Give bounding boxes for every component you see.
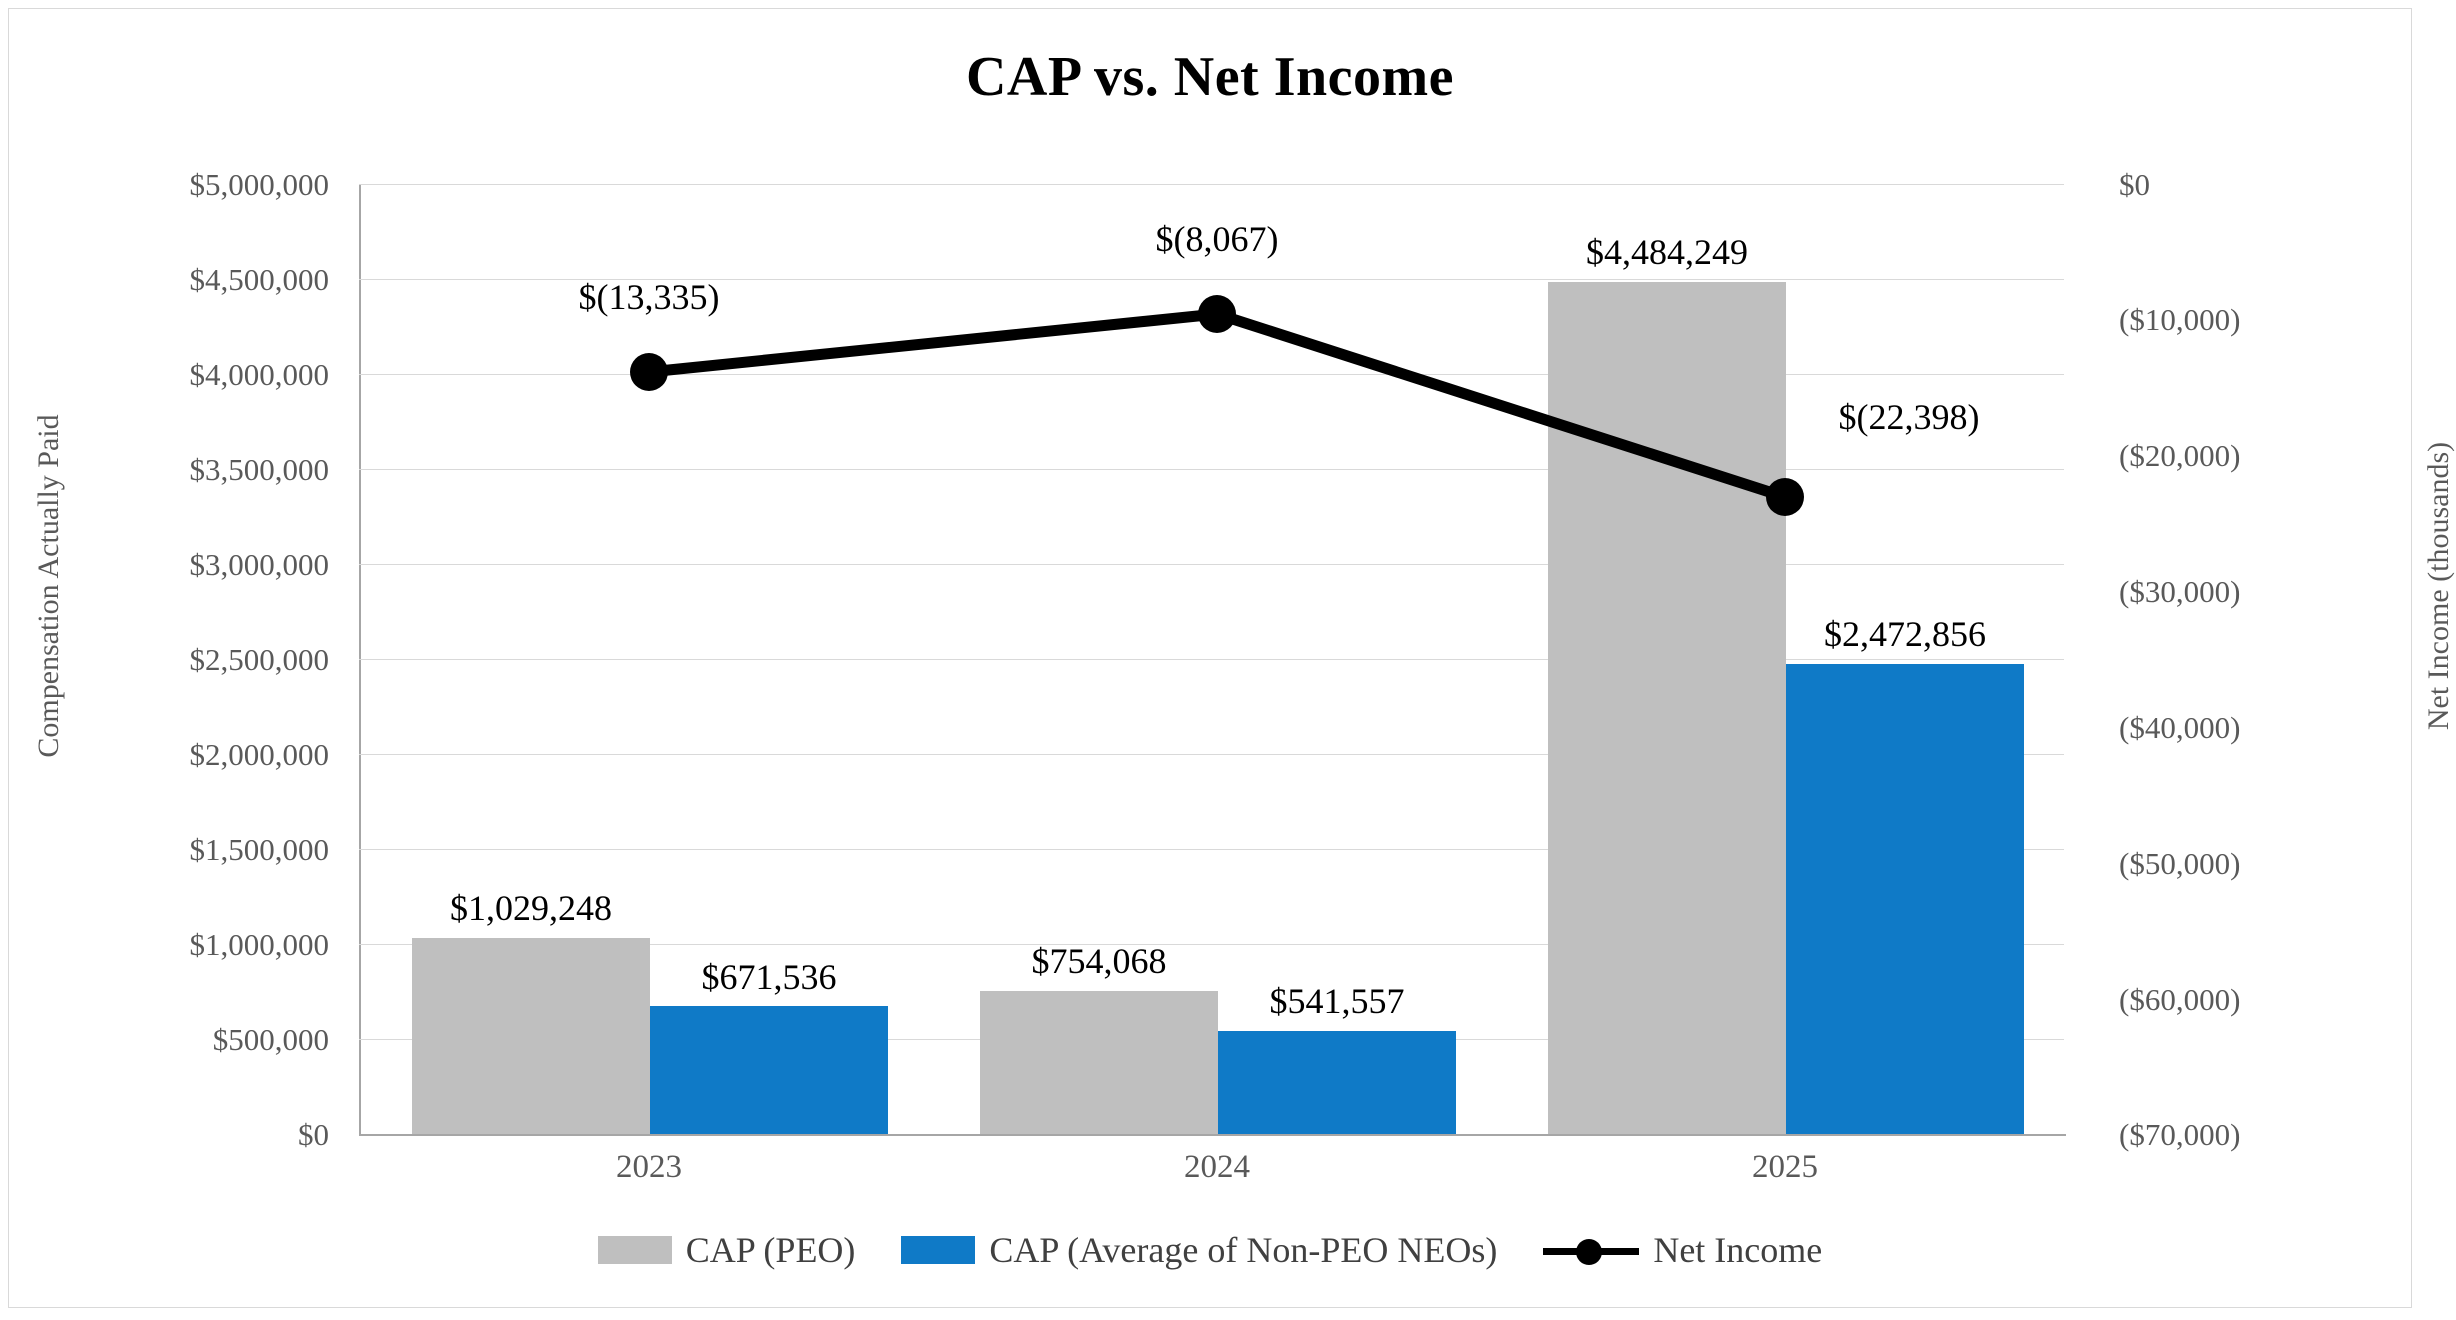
- chart-legend: [9, 1229, 2411, 1271]
- secondary-y-tick-label: $0: [2119, 167, 2150, 202]
- x-axis-line: [359, 1134, 2066, 1136]
- y-tick-label: $0: [298, 1117, 329, 1152]
- y-tick-label: $4,500,000: [189, 262, 329, 297]
- y-tick-label: $2,500,000: [189, 642, 329, 677]
- bar-label-cap-neo-2025: $2,472,856: [1824, 614, 1986, 654]
- chart-title: CAP vs. Net Income: [965, 46, 1455, 108]
- secondary-y-axis-title: Net Income (thousands): [2422, 441, 2455, 731]
- point-label-net-income-2024: $(8,067): [1155, 219, 1279, 259]
- bar-label-cap-neo-2024: $541,557: [1269, 981, 1405, 1021]
- point-label-net-income-2025: $(22,398): [1838, 397, 1980, 437]
- y-tick-label: $4,000,000: [189, 357, 329, 392]
- y-tick-label: $2,000,000: [189, 737, 329, 772]
- legend-label-cap-peo: CAP (PEO): [685, 1230, 856, 1270]
- bar-label-cap-neo-2023: $671,536: [701, 957, 837, 997]
- secondary-y-tick-label: ($10,000): [2119, 302, 2241, 337]
- legend-swatch-icon-cap-peo: [598, 1236, 672, 1264]
- secondary-y-tick-label: ($30,000): [2119, 574, 2241, 609]
- x-tick-label-2025: 2025: [1752, 1149, 1818, 1185]
- y-tick-label: $500,000: [212, 1022, 329, 1057]
- net-income-line: [649, 314, 1785, 497]
- y-tick-label: $1,000,000: [189, 927, 329, 962]
- y-tick-label: $3,500,000: [189, 452, 329, 487]
- legend-item-net-income[interactable]: [1543, 1229, 1822, 1271]
- bar-label-cap-peo-2025: $4,484,249: [1586, 232, 1748, 272]
- net-income-point-2023[interactable]: [630, 353, 668, 391]
- secondary-y-tick-label: ($60,000): [2119, 982, 2241, 1017]
- net-income-point-2025[interactable]: [1766, 478, 1804, 516]
- secondary-y-tick-label: ($50,000): [2119, 846, 2241, 881]
- x-tick-label-2024: 2024: [1184, 1149, 1250, 1185]
- legend-label-cap-neo: CAP (Average of Non-PEO NEOs): [989, 1230, 1498, 1270]
- legend-line-marker-icon-net-income: [1543, 1235, 1639, 1265]
- plot-area: [359, 184, 2064, 1134]
- secondary-y-tick-label: ($70,000): [2119, 1117, 2241, 1152]
- x-tick-label-2023: 2023: [616, 1149, 682, 1185]
- y-axis-title: Compensation Actually Paid: [32, 414, 65, 758]
- legend-item-cap-neo[interactable]: [901, 1229, 1497, 1271]
- secondary-y-tick-label: ($40,000): [2119, 710, 2241, 745]
- net-income-point-2024[interactable]: [1198, 295, 1236, 333]
- net-income-line-series: [359, 184, 2064, 1134]
- chart-container: [8, 8, 2455, 1308]
- legend-item-cap-peo[interactable]: [598, 1229, 856, 1271]
- y-tick-label: $5,000,000: [189, 167, 329, 202]
- y-tick-label: $1,500,000: [189, 832, 329, 867]
- legend-swatch-icon-cap-neo: [901, 1236, 975, 1264]
- legend-label-net-income: Net Income: [1653, 1230, 1823, 1270]
- y-tick-label: $3,000,000: [189, 547, 329, 582]
- secondary-y-tick-label: ($20,000): [2119, 438, 2241, 473]
- bar-label-cap-peo-2024: $754,068: [1031, 941, 1167, 981]
- bar-label-cap-peo-2023: $1,029,248: [450, 888, 612, 928]
- point-label-net-income-2023: $(13,335): [578, 277, 720, 317]
